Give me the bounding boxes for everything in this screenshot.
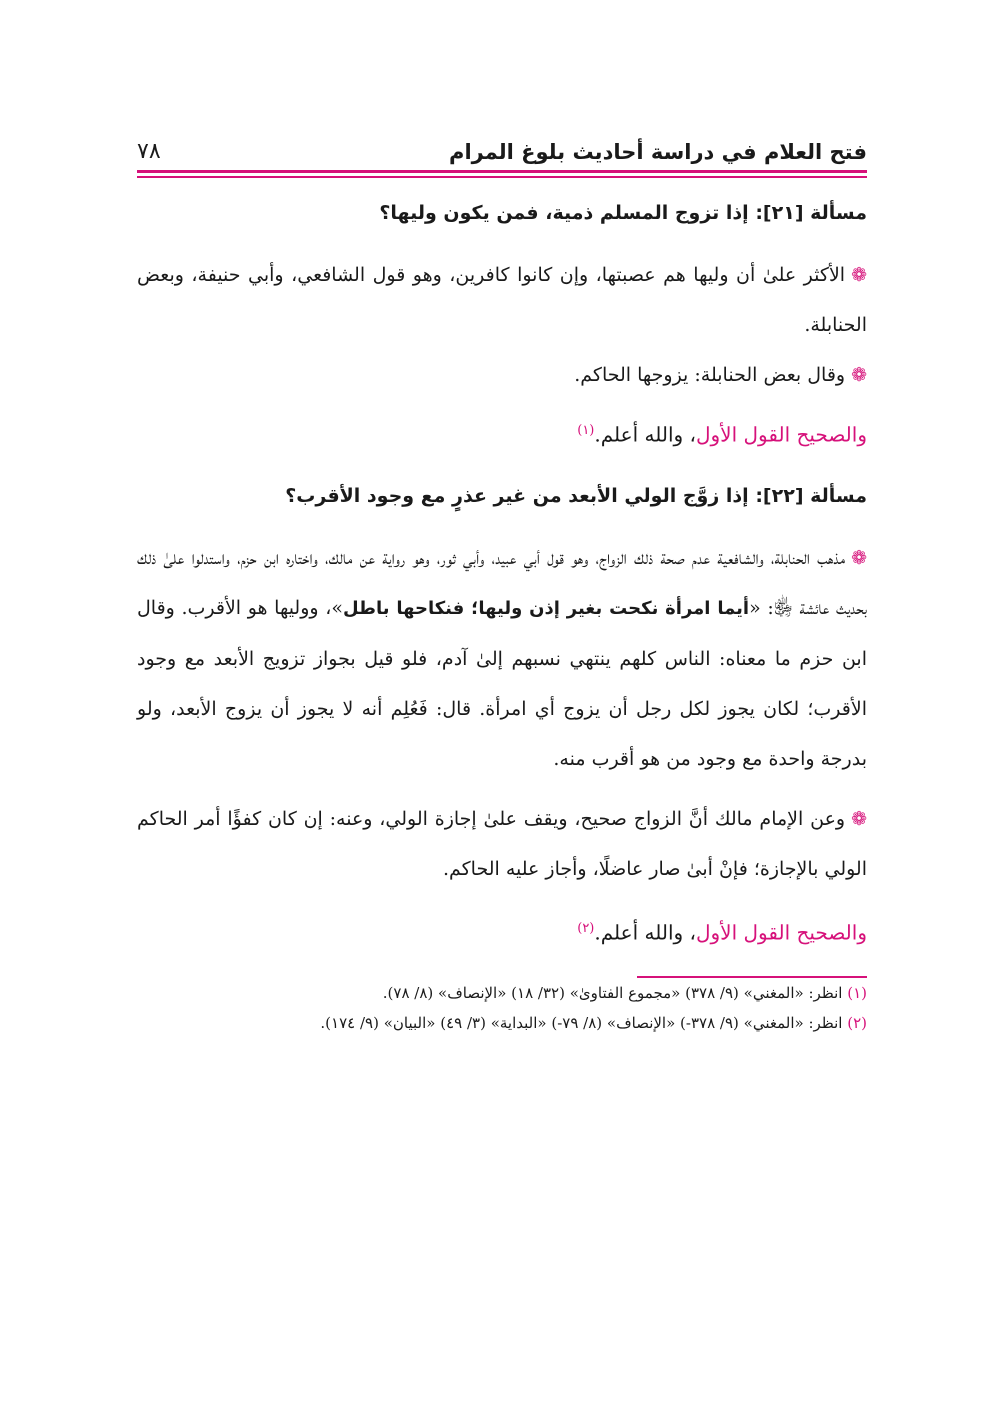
issue-21-label: مسألة [٢١]: xyxy=(755,201,867,224)
issue-22-question: إذا زوَّج الولي الأبعد من غير عذرٍ مع وجود الأقرب؟ xyxy=(285,485,749,508)
page-number: ٧٨ xyxy=(137,139,161,164)
footnote-1 xyxy=(137,978,867,1008)
issue-21-heading xyxy=(137,198,867,228)
issue-22-label: مسألة [٢٢]: xyxy=(755,485,867,508)
issue-22-heading xyxy=(137,481,867,511)
issue-21-conclusion xyxy=(137,406,867,460)
footnote-ref-1[interactable]: (١) xyxy=(577,422,595,438)
issue-21-paragraph-1 xyxy=(137,250,867,350)
footnote-1-number: (١) xyxy=(847,983,867,1002)
footnote-2-number: (٢) xyxy=(847,1013,867,1032)
issue-22-p1-text-a: مذهب الحنابلة، والشافعية عدم صحة ذلك الزواج، وهو قول أبي عبيد، وأبي ثور، وهو رواية عن مالك، واختاره ابن حزم، واستدلوا علىٰ ذلك بحديث عائشة ﵂: « xyxy=(137,547,867,620)
flower-bullet-icon: ❁ xyxy=(851,547,867,570)
running-header xyxy=(137,128,867,164)
issue-21-conclusion-highlight: والصحيح القول الأول xyxy=(695,422,867,447)
issue-22-conclusion-rest: ، والله أعلم. xyxy=(594,920,696,945)
issue-22-conclusion-highlight: والصحيح القول الأول xyxy=(695,920,867,945)
issue-21-paragraph-2 xyxy=(137,350,867,400)
footnote-1-text: انظر: «المغني» (٩/ ٣٧٨) «مجموع الفتاوىٰ» (٣٢/ ١٨) «الإنصاف» (٨/ ٧٨). xyxy=(382,983,843,1002)
issue-21-question: إذا تزوج المسلم ذمية، فمن يكون وليها؟ xyxy=(379,201,749,224)
issue-22-p1-text-b: »، ووليها هو الأقرب. وقال ابن حزم ما معناه: الناس كلهم ينتهي نسبهم إلىٰ آدم، فلو قيل بجواز تزويج الأبعد مع وجود الأقرب؛ لكان يجوز لكل رجل أن يزوج أي امرأة. قال: فَعُلِم أنه لا يجوز أن يزوج الأبعد، ولو بدرجة واحدة مع وجود من هو أقرب منه. xyxy=(137,597,867,771)
issue-22-conclusion xyxy=(137,904,867,958)
header-rule-thick xyxy=(137,170,867,173)
footnote-2-text: انظر: «المغني» (٩/ ٣٧٨-) «الإنصاف» (٨/ ٧٩-) «البداية» (٣/ ٤٩) «البيان» (٩/ ١٧٤). xyxy=(320,1013,843,1032)
flower-bullet-icon: ❁ xyxy=(851,263,867,286)
flower-bullet-icon: ❁ xyxy=(851,363,867,386)
issue-22-paragraph-2 xyxy=(137,794,867,894)
flower-bullet-icon: ❁ xyxy=(851,808,867,831)
issue-21-p1-text: الأكثر علىٰ أن وليها هم عصبتها، وإن كانوا كافرين، وهو قول الشافعي، وأبي حنيفة، وبعض الحنابلة. xyxy=(137,263,867,336)
footnote-2 xyxy=(137,1008,867,1038)
header-rule-thin xyxy=(137,176,867,178)
hadith-quote: أيما امرأة نكحت بغير إذن وليها؛ فنكاحها باطل xyxy=(342,598,750,620)
book-title: فتح العلام في دراسة أحاديث بلوغ المرام xyxy=(449,140,867,164)
issue-22-p2-text: وعن الإمام مالك أنَّ الزواج صحيح، ويقف علىٰ إجازة الولي، وعنه: إن كان كفؤًا أمر الحاكم الولي بالإجازة؛ فإنْ أبىٰ صار عاضلًا، وأجاز عليه الحاكم. xyxy=(137,808,867,881)
issue-22-paragraph-1 xyxy=(137,533,867,784)
issue-21-p2-text: وقال بعض الحنابلة: يزوجها الحاكم. xyxy=(574,363,846,386)
footnote-ref-2[interactable]: (٢) xyxy=(577,921,595,937)
book-page xyxy=(137,128,867,1418)
issue-21-conclusion-rest: ، والله أعلم. xyxy=(594,422,696,447)
